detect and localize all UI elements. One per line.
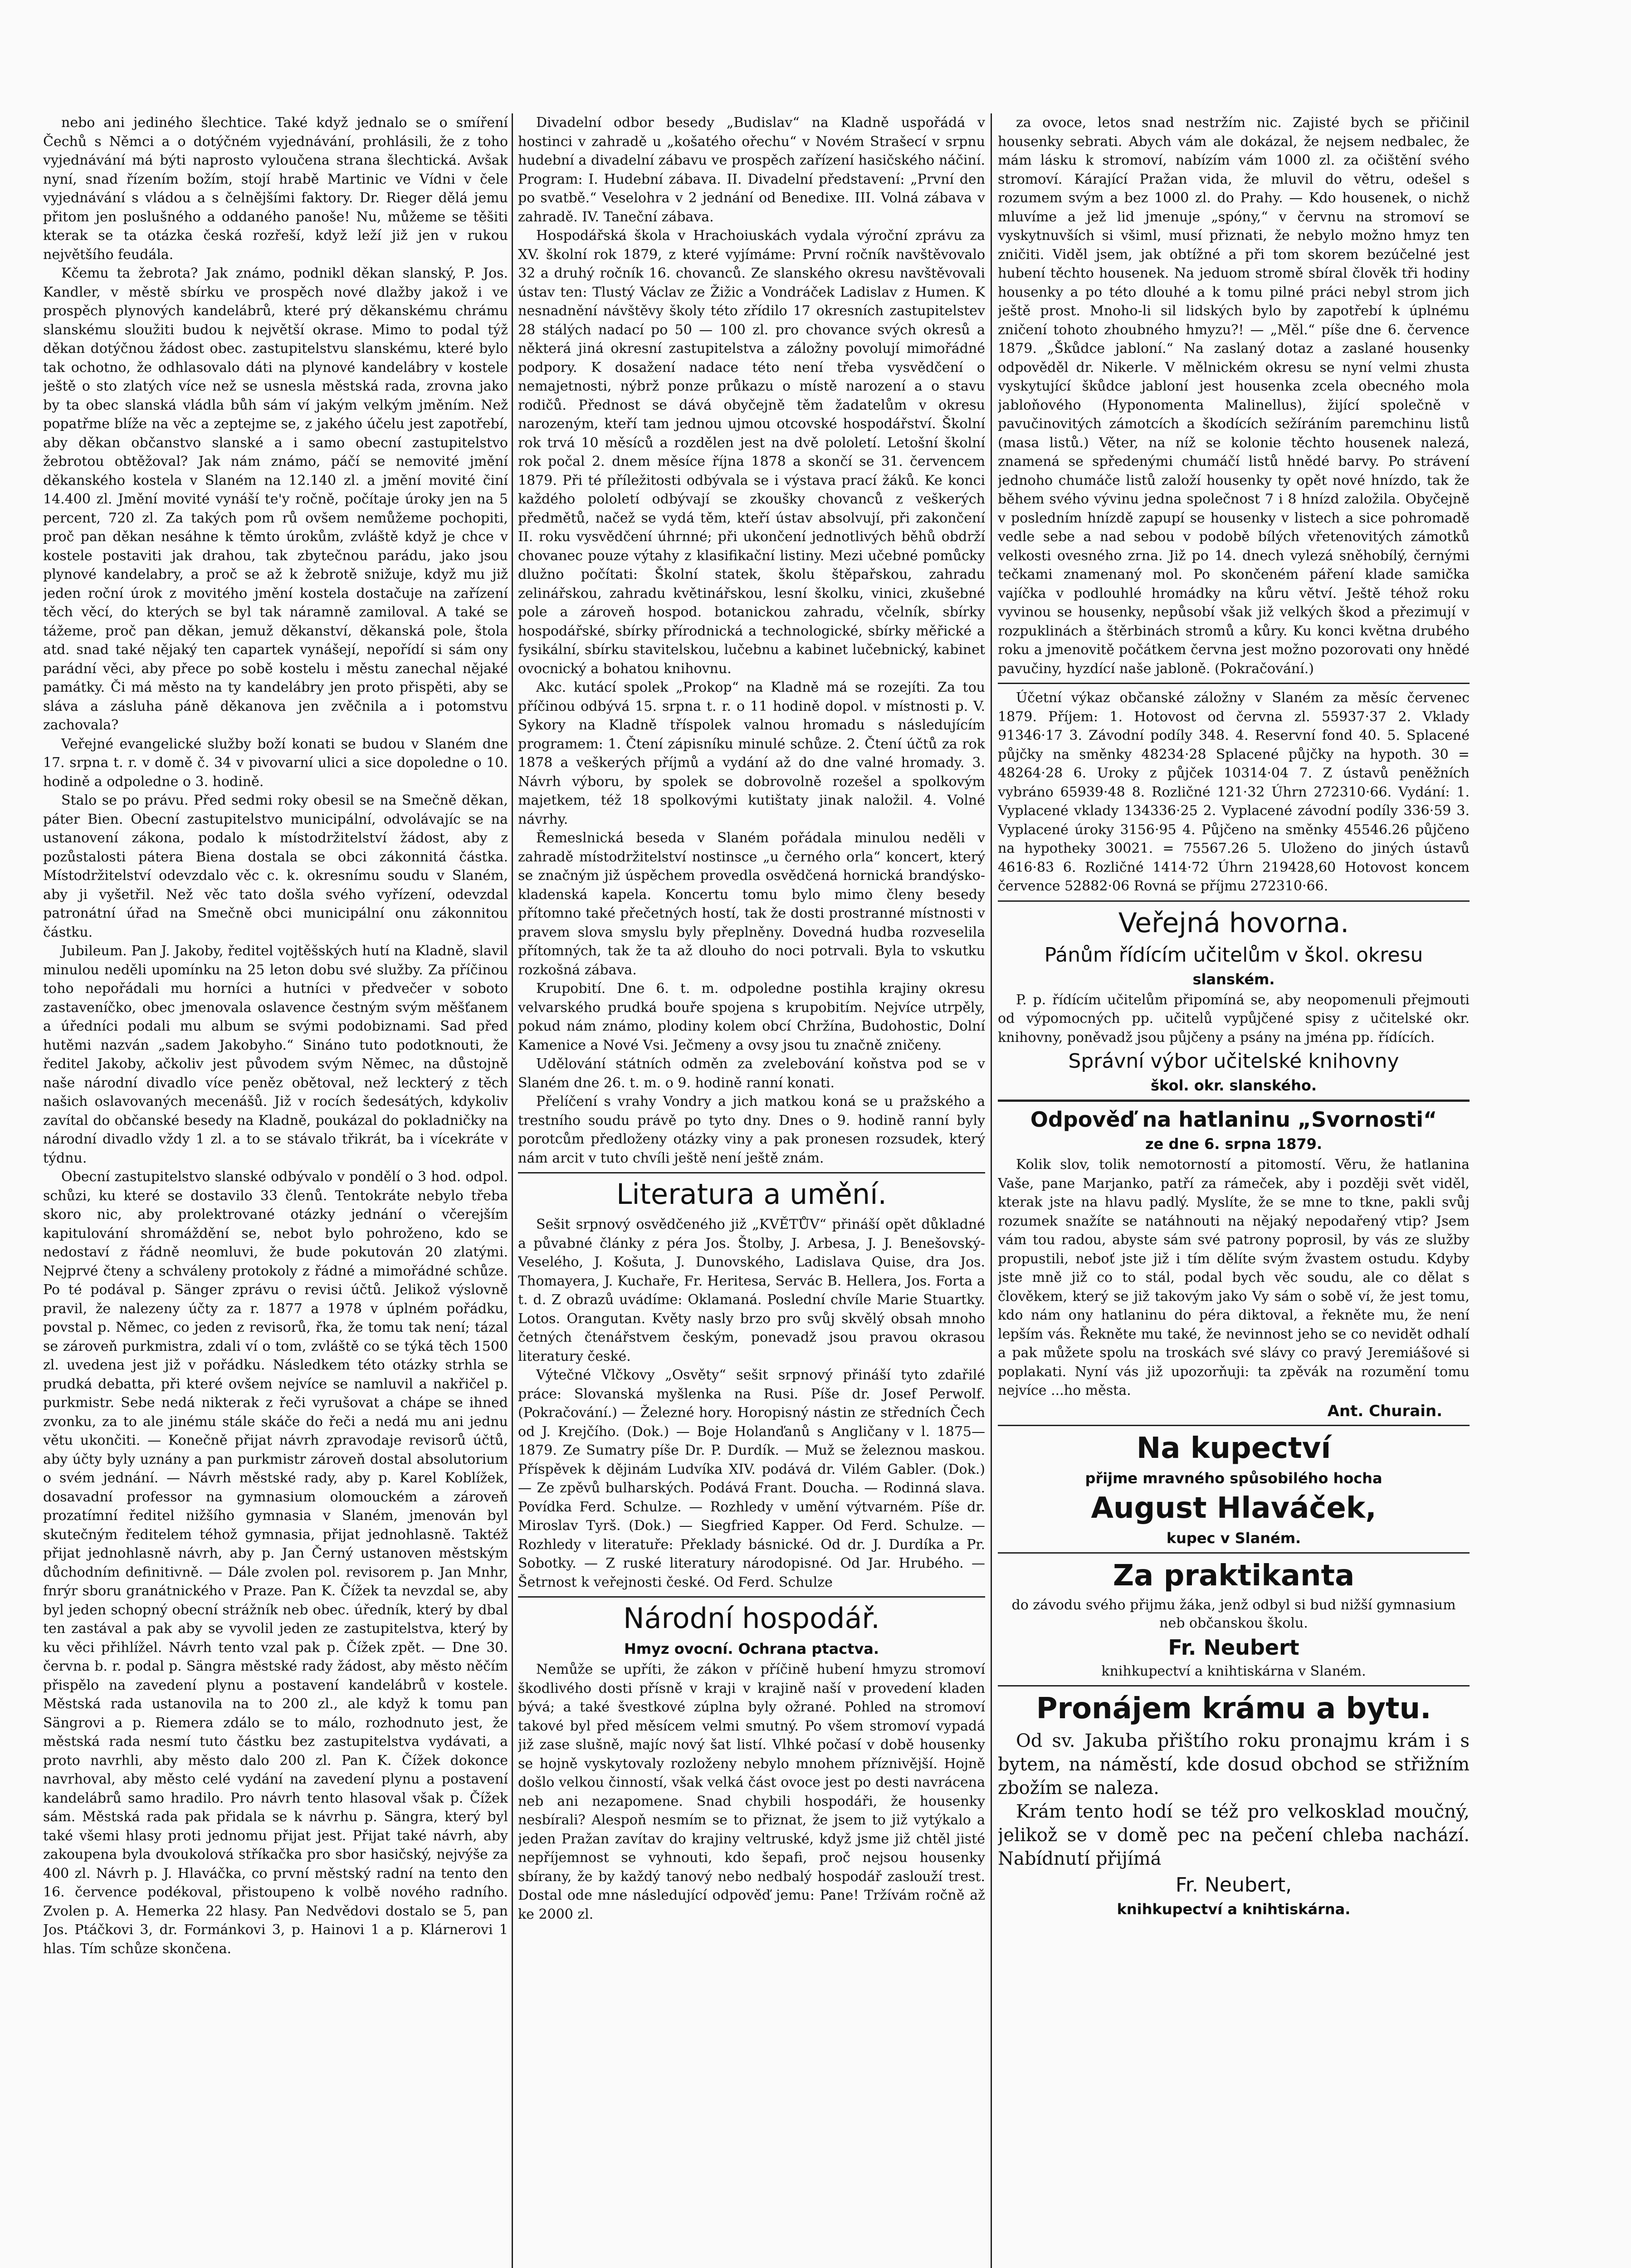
heading: škol. okr. slanského.	[1151, 1077, 1317, 1094]
heading: Za praktikanta	[1113, 1559, 1355, 1593]
column-2	[518, 113, 985, 2268]
divider	[518, 1596, 985, 1598]
article-paragraph: Řemeslnická beseda v Slaném pořádala minulou neděli v zahradě místodržitelství nostinsce „u černého orla“ koncert, který se značným již úspěchem provedla osvědčená hornická brandýsko-kladenská kapela. Koncertu tomu bylo mimo členy besedy přítomno také přečetných hostí, tak že dosti prostranné místnosti v pravem slova smyslu byly přeplněny. Dovedná hudba rozveselila přítomných, tak že ta až dlouho do noci potrvali. Byla to vskutku rozkošná zábava.	[518, 830, 985, 978]
article-paragraph: Sešit srpnový osvědčeného již „KVĚTŮV“ přináší opět důkladné a půvabné články z péra Jos. Štolby, J. Arbesa, J. J. Benešovský-Veselého, J. Košuta, J. Dunovského, Ladislava Quise, dra Jos. Thomayera, J. Kuchaře, Fr. Heritesa, Servác B. Hellera, Jos. Forta a t. d. Z obrazů uvádíme: Oklamaná. Poslední chvíle Marie Stuartky. Lotos. Orangutan. Květy nasly brzo pro svůj skvělý obsah mnoho četných čtenářstvem českým, ponevadž jsou pravou okrasou literatury české.	[518, 1217, 985, 1364]
heading: ze dne 6. srpna 1879.	[1145, 1135, 1323, 1153]
divider	[998, 900, 1470, 902]
article-paragraph: P. p. řídícím učitelům připomíná se, aby neopomenuli přejmouti od výpomocných pp. učitelů vypůjčené spisy z učitelské okr. knihovny, poněvadž jsou půjčeny a psány na jména pp. řídících.	[998, 992, 1470, 1046]
column-rule-1	[512, 113, 513, 2268]
column-rule-2	[991, 113, 992, 2268]
article-paragraph: nebo ani jediného šlechtice. Také když jednalo se o smíření Čechů s Němci a o dotýčném vyjednávání, prohlásili, že z toho vyjednávání má býti naprosto vyloučena strana šlechtická. Avšak nyní, snad řízením božím, stojí hrabě Martinic ve Vídni v čele vyjednávání s vládou a s čelnějšími faktory. Dr. Rieger dělá jemu přitom jen poslušného a oddaného panoše! Nu, můžeme se těšiti kterak se ta otázka česká rozřeší, když leží již jen v rukou největšího feudála.	[43, 115, 508, 263]
article-paragraph: Akc. kutácí spolek „Prokop“ na Kladně má se rozejíti. Za tou příčinou odbývá 15. srpna t. r. o 11 hodině dopol. v místnosti p. V. Sykory na Kladně tříspolek valnou hromadu s následujícím programem: 1. Čtení zápisníku minulé schůze. 2. Čtení účtů za rok 1878 a veškerých příjmů a vydání až do dne valné hromady. 3. Návrh výboru, by spolek se dobrovolně rozešel a spolkovým majetkem, též 18 spolkovými kutištaty jinak naložil. 4. Volné návrhy.	[518, 679, 985, 827]
heading: knihkupectví a knihtiskárna v Slaném.	[1101, 1663, 1366, 1679]
article-paragraph: Nemůže se upříti, že zákon v příčině hubení hmyzu stromoví škodlivého dosti přísně v kraji v krajině naší v provedení kladen bývá; a také švestkové zúplna byly ožrané. Pohled na stromoví takové byl před měsícem velmi smutný. Po všem stromoví vypadá již zase slušně, majíc nový šat listí. Vlhké počasí v době housenky se hojně vyskytovaly rozloženy nebylo mnohem příznivější. Hojně došlo velkou činností, však velká část ovoce jest po desti navrácena neb ani nezapomene. Snad chybili hospodáři, že housenky nesbírali? Alespoň nesmím se to přiznat, že jsem to již vytýkalo a jeden Pražan zavítav do krajiny veltruské, když jsme již chtěl jisté nepříjemnost se vyhnouti, kdo šepafi, proč nejsou housenky sbírany, že by každý tanový nebo nedbalý hospodář zaslouží trest. Dostal ode mne následující odpověď jemu: Pane! Tržívám ročně až ke 2000 zl.	[518, 1662, 985, 1922]
article-paragraph: Kčemu ta žebrota? Jak známo, podnikl děkan slanský, P. Jos. Kandler, v městě sbírku ve prospěch nové dlažby jakož i ve prospěch plynových kandelábrů, které prý děkanskému chrámu slanskému sloužiti budou k největší okrase. Mimo to podal týž děkan dotýčnou žádost obec. zastupitelstvu slanskému, které bylo tak ochotno, že odhlasovalo dáti na plynové kandelábry v kostele ještě o sto zlatých více než se usnesla městská rada, zrovna jako by ta obec slanská vládla bůh sám ví jakým velkým jměním. Než popatřme blíže na věc a zeptejme se, z jakého účelu jest zapotřebí, aby děkan občanstvo slanské a i samo obecní zastupitelstvo žebrotou obtěžoval? Jak nám známo, páčí se nemovité jmění děkanského kostela v Slaném na 12.140 zl. a jmění movité činí 14.400 zl. Jmění movité vynáší te'y ročně, počítaje úroky jen na 5 percent, 720 zl. Za takých pom rů ovšem nemůžeme pochopiti, proč pan děkan nesáhne k těmto úrokům, zvláště když je chce v kostele postaviti jak drahou, tak zbytečnou parádu, jako jsou plynové kandelabry, a proč se až k žebrotě snižuje, když mu již jeden roční úrok z movitého jmění kostela dostačuje na zařízení těch věcí, do kterých se byl tak náramně zamiloval. A také se tážeme, proč pan děkan, jemuž děkanství, děkanská pole, štola atd. snad také nějaký ten capartek vynášejí, nepořídí si sám ony parádní věci, aby přece po sobě kostelu i městu zanechal nějaké památky. Či má město na ty kandelábry jen proto přispěti, aby se sláva a zásluha páně děkanova jen zvěčnila a i potomstvu zachovala?	[43, 265, 508, 733]
column-3	[998, 113, 1470, 2268]
article-paragraph: Kolik slov, tolik nemotorností a pitomostí. Věru, že hatlanina Vaše, pane Marjanko, patří za rámeček, aby i později svět viděl, kterak jste na hlavu padlý. Myslíte, že se mne to tkne, pakli svůj rozumek snažíte se natáhnouti na nějaký nepodařený vtip? Jsem vám tou radou, abyste sám své patrony poprosil, by vás ze služby propustili, neboť jste již i tím dělíte svým žvastem ostudu. Kdyby jste mně již co to stál, podal bych věc soudu, ale co dělat s člověkem, který se již takovým jako Vy sám o sobě ví, že jest tomu, kdo nám ony hatlaninu do péra diktoval, a řekněte mu, že není lepším vás. Řekněte mu také, že nevinnost jeho se co nevidět odhalí a pak můžete spolu na troskách své slávy co pravý Jeremiášové si poplakati. Nyní vás již upozorňuji: ta zpěvák na rozumění tomu nejvíce ...ho města.	[998, 1157, 1470, 1398]
heading: Odpověď na hatlaninu „Svornosti“	[1030, 1107, 1437, 1132]
heading: August Hlaváček,	[1091, 1491, 1377, 1525]
divider	[998, 1425, 1470, 1426]
divider	[998, 1100, 1470, 1102]
article-paragraph: Jubileum. Pan J. Jakoby, ředitel vojtěšských hutí na Kladně, slavil minulou neděli upomínku na 25 leton dobu své služby. Za příčinou toho nepořádali mu horníci a hutníci v předvečer v soboto zastaveníčko, obec jmenovala oslavence čestným svým měšťanem a úředníci podali mu album se svými podobiznami. Sad před hutěmi nazván „sadem Jakobyho.“ Sináno tuto podotknouti, že ředitel Jakoby, ačkoliv jest původem svým Němec, na důstojně naše národní divadlo více peněz obětoval, než leckterý z těch našich oslavovaných mecenášů. Již v rocích šedesátých, kdykoliv zavítal do občanské besedy na Kladně, poukázal do pokladničky na národní divadlo vždy 1 zl. a to se stávalo třikrát, ba i vícekráte v týdnu.	[43, 943, 508, 1166]
article-paragraph: Stalo se po právu. Před sedmi roky obesil se na Smečně děkan, páter Bien. Obecní zastupitelstvo municipální, odvolávajíc se na ustanovení zákona, podalo k místodržitelství žádost, aby z pozůstalosti pátera Biena dostala se obci zákonnitá částka. Místodržitelství odevzdalo věc c. k. okresnímu soudu v Slaném, aby ji vyšetřil. Než věc tato došla svého vyřízení, odevzdal patronátní úřad na Smečně obci municipální onu zákonnitou částku.	[43, 792, 508, 940]
article-paragraph: Výtečné Vlčkovy „Osvěty“ sešit srpnový přináší tyto zdařilé práce: Slovanská myšlenka na Rusi. Píše dr. Josef Perwolf. (Pokračování.) — Železné hory. Horopisný nástin ze středních Čech od J. Krejčího. (Dok.) — Boje Holanďanů s Angličany v l. 1875—1879. Ze Sumatry píše Dr. P. Durdík. — Muž se železnou maskou. Příspěvek k dějinám Ludvíka XIV. podává dr. Vilém Gabler. (Dok.) — Ze zpěvů bulharských. Podává Frant. Doucha. — Rodinná slava. Povídka Ferd. Schulze. — Rozhledy v umění výtvarném. Píše dr. Miroslav Tyrš. (Dok.) — Siegfried Kapper. Od Ferd. Schulze. — Rozhledy v literatuře: Překlady básnické. Od dr. J. Durdíka a Pr. Sobotky. — Z ruské literatury národopisné. Od Jar. Hrubého. — Šetrnost k veřejnosti české. Od Ferd. Schulze	[518, 1367, 985, 1590]
heading: Literatura a umění.	[616, 1178, 887, 1211]
divider	[998, 683, 1470, 684]
heading: do závodu svého přijmu žáka, jenž odbyl si bud nižší gymnasium neb občanskou školu.	[1011, 1597, 1456, 1631]
article-paragraph: Přelíčení s vrahy Vondry a jich matkou koná se u pražského a trestního soudu právě po tyto dny. Dnes o 9. hodině ranní byly porotcům předloženy otázky viny a pak pronesen rozsudek, který nám arcit v tuto chvíli ještě není ještě znám.	[518, 1094, 985, 1166]
article-paragraph: Divadelní odbor besedy „Budislav“ na Kladně uspořádá v hostinci v zahradě u „košatého ořechu“ v Novém Strašecí v srpnu hudební a divadelní zábavu ve prospěch zařízení hasičského náčiní. Program: I. Hudební zábava. II. Divadelní představení: „První den po svatbě.“ Veselohra v 2 jednání od Benedixe. III. Volná zábava v zahradě. IV. Taneční zábava.	[518, 115, 985, 225]
heading: Pánům řídícím učitelům v škol. okresu	[1044, 943, 1423, 967]
divider	[998, 1685, 1470, 1686]
article-paragraph: Veřejné evangelické služby boží konati se budou v Slaném dne 17. srpna t. r. v domě č. 34 v pivovarní ulici a sice dopoledne o 10. hodině a odpoledne o 3. hodině.	[43, 736, 508, 790]
heading: Pronájem krámu a bytu.	[1036, 1691, 1431, 1725]
article-paragraph: Od sv. Jakuba přištího roku pronajmu krám i s bytem, na náměstí, kde dosud obchod se střižním zbožím se naleza.	[998, 1730, 1470, 1799]
article-paragraph: Udělování státních odměn za zvelebování koňstva pod se v Slaném dne 26. t. m. o 9. hodině ranní konati.	[518, 1056, 985, 1091]
article-paragraph: Krupobití. Dne 6. t. m. odpoledne postihla krajiny okresu velvarského prudká bouře spojena s krupobitím. Nejvíce utrpěly, pokud nám známo, plodiny kolem obcí Chržína, Budohostic, Dolní Kamenice a Nové Vsi. Ječmeny a ovsy jsou tu značně zničeny.	[518, 981, 985, 1053]
heading: Na kupectví	[1136, 1431, 1331, 1465]
heading: Národní hospodář.	[623, 1602, 880, 1635]
heading: knihkupectví a knihtiskárna.	[1117, 1900, 1351, 1918]
article-paragraph: Účetní výkaz občanské záložny v Slaném za měsíc červenec 1879. Příjem: 1. Hotovost od června zl. 55937·37 2. Vklady 91346·17 3. Závodní podíly 348. 4. Reservní fond 40. 5. Splacené půjčky na směnky 48234·28 Splacené půjčky na hypoth. 30 = 48264·28 6. Uroky z půjček 10314·04 7. Z ústavů peněžních vybráno 65939·48 8. Rozličné 121·32 Úhrn 272310·66. Vydání: 1. Vyplacené vklady 134336·25 2. Vyplacené závodní podíly 336·59 3. Vyplacené úroky 3156·95 4. Půjčeno na směnky 45546.26 půjčeno na hypotheky 30021. = 75567.26 5. Uloženo do jiných ústavů 4616·83 6. Rozličné 1414·72 Úhrn 219428,60 Hotovost koncem července 52882·06 Rovná se příjmu 272310·66.	[998, 690, 1470, 894]
heading: kupec v Slaném.	[1166, 1529, 1301, 1547]
heading: Správní výbor učitelské knihovny	[1068, 1050, 1399, 1073]
divider	[998, 1552, 1470, 1554]
article-paragraph: Hospodářská škola v Hrachoiuskách vydala výroční zprávu za XV. školní rok 1879, z které vyjímáme: První ročník navštěvovalo 32 a druhý ročník 16. chovanců. Ze slanského okresu navštěvovali ústav ten: Tlustý Václav ze Žižic a Vondráček Ladislav z Humen. K nesnadnění návštěvy školy této zřídilo 17 okresních zastupitelstev 28 stálých nadací po 50 — 100 zl. pro chovance svých okresů a některá jiná okresní zastupitelstva a záložny povolují mimořádné podpory. K dosažení nadace této není třeba vysvědčení o nemajetnosti, nýbrž ponze průkazu o místě narození a o stavu rodičů. Přednost se dává obyčejně těm žadatelům v okresu narozeným, kteří tam jednou ujmou otcovské hospodářství. Školní rok trvá 10 měsíců a rozdělen jest na dvě pololetí. Letošní školní rok počal 2. dnem měsíce října 1878 a skončí se 31. červencem 1879. Při té příležitosti odbývala se i výstava prací žáků. Ke konci každého pololetí odbývají se zkoušky chovanců z veškerých předmětů, načež se vydá těm, kteří ústav absolvují, při zakončení II. roku vysvědčení úhrnné; při ukončení jednotlivých běhů obdrží chovanec pouze výtahy z klasifikační listiny. Mezi učebné pomůcky dlužno počítati: Školní statek, školu štěpařskou, zahradu zelinářskou, zahradu květinářskou, lesní školku, vinici, zkušebné pole a zároveň hospod. botanickou zahradu, včelník, sbírky hospodářské, sbírky přírodnická a technologické, sbírky měřické a fysikální, sbírku stavitelskou, lučebnu a kabinet lučebnický, kabinet ovocnický a bohatou knihovnu.	[518, 228, 985, 677]
heading: Ant. Churain.	[1327, 1402, 1442, 1420]
heading: Fr. Neubert	[1168, 1635, 1299, 1660]
article-paragraph: Krám tento hodí se též pro velkosklad moučný, jelikož se v domě pec na pečení chleba nachází. Nabídnutí přijímá	[998, 1801, 1470, 1869]
divider	[518, 1172, 985, 1173]
heading: přijme mravného spůsobilého hocha	[1085, 1469, 1382, 1487]
column-1	[43, 113, 508, 2268]
heading: slanském.	[1192, 970, 1275, 988]
heading: Hmyz ovocní. Ochrana ptactva.	[624, 1640, 879, 1657]
heading: Veřejná hovorna.	[1118, 907, 1349, 939]
heading: Fr. Neubert,	[1175, 1873, 1292, 1897]
article-paragraph: za ovoce, letos snad nestržím nic. Zajisté bych se přičinil housenky sebrati. Abych vám ale dokázal, že nejsem nedbalec, že mám lásku k stromoví, nabízím vám 1000 zl. za očištění svého stromoví. Kárající Pražan vida, že mluvil do větru, odešel s rozumem svým a bez 1000 zl. do Prahy. — Kdo housenek, o nichž mluvíme a jež lid jmenuje „spóny,“ v červnu na stromoví se vyskytnuvších si všiml, musí přiznati, že nebylo možno hmyz ten zničiti. Viděl jsem, jak obtížné a při tom skorem bezúčelné jest hubení těchto housenek. Na jeduom stromě sbíral člověk tři hodiny housenky a po této dlouhé a k tomu pilné práci nebyl strom jich ještě prost. Mnoho-li sil lidských bylo by zapotřebí k úplnému zničení tohoto zhoubného hmyzu?! — „Měl.“ píše dne 6. července 1879. „Škůdce jabloní.“ Na zaslaný dotaz a zaslané housenky odpověděl dr. Nikerle. V mělnickém okresu se nyní velmi zhusta vyskytující škůdce jabloní jest housenka zcela obecného mola jabloňového (Hyponomenta Malinellus), žijící společně v pavučinovitých zámotcích a škodících sežíráním paremchinu listů (masa listů.) Věter, na níž se kolonie těchto housenek nalezá, znamená se spředenými chumáčí listů hnědé barvy. Po strávení jednoho chumáče listů založí housenky ty opět nové hnízdo, tak že během svého vývinu jedna společnost 7 i 8 hnízd založila. Obyčejně v posledním hnízdě zapupí se housenky v listech a sice pohromadě vedle sebe a nad sebou v podobě bílých vřetenovitých zámotků velkosti ovesného zrna. Již po 14. dnech vylezá sněhobílý, černými tečkami znamenaný mol. Po skončeném páření klade samička vajíčka v podlouhlé hromádky na kůru větví. Ještě téhož roku vyvinou se housenky, nepůsobí však již velkých škod a přezimují v rozpuklinách a štěrbinách stromů a kůry. Ku konci května drubého roku a jmenovitě počátkem června jest možno pozorovati ony hnědé pavučiny, hyzdící naše jabloně. (Pokračování.)	[998, 115, 1470, 677]
article-paragraph: Obecní zastupitelstvo slanské odbývalo v pondělí o 3 hod. odpol. schůzi, ku které se dostavilo 33 členů. Tentokráte nebylo třeba skoro nic, aby prolektrované otázky jednání o včerejším kapitulování shromáždění se, nebot bylo pohroženo, kdo se nedostaví z řádně neomluvi, že bude pokutován 20 zlatými. Nejprvé čteny a schváleny protokoly z řádné a mimořádné schůze. Po té podával p. Sänger zprávu o revisi účtů. Jelikož výslovně pravil, že nalezeny účty za r. 1877 a 1978 v úplném pořádku, povstal p. Němec, co jeden z revisorů, řka, že tomu tak není; tázal se zároveň purkmistra, zdali ví o tom, zvláště co se týká těch 1500 zl. uvedena jest již v pořádku. Následkem této otázky strhla se prudká debatta, při které ovšem nejvíce se namluvil a nakřičel p. purkmistr. Sebe nedá nikterak z řeči vyrušovat a chápe se ihned zvonku, za to ale jinému stále skáče do řeči a nedá mu ani jednu větu ukončiti. — Konečně přijat návrh zpravodaje revisorů účtů, aby účty byly uznány a pan purkmistr zároveň dostal absolutorium o svém jednání. — Návrh městské rady, aby p. Karel Koblížek, dosavadní professor na gymnasium olomouckém a zároveň prozatímní ředitel nižšího gymnasia v Slaném, jmenován byl skutečným ředitelem téhož gymnasia, přijat jednohlasně. Taktéž přijat jednohlasně návrh, aby p. Jan Černý ustanoven městským důchodním definitivně. — Dále zvolen pol. revisorem p. Jan Mnhr, fnrýr sboru granátnického v Praze. Pan K. Čížek ta nevzdal se, aby byl jeden schopný obecní strážník neb obec. úředník, který by dbal ten zastával a pak aby se vyvolil jeden ze zastupitelstva, který by ku věci přihlížel. Návrh tento vzal pak p. Čížek zpět. — Dne 30. června b. r. podal p. Sängra městské rady žádost, aby město něčím přispělo na zavedení plynu a postavení kandelábrů v kostele. Městská rada ustanovila na to 200 zl., ale když k tomu pan Sängrovi a p. Riemera zdálo se to málo, rozhodnuto jest, že městská rada nesmí tuto částku bez zastupitelstva vydávati, a proto navrhli, aby město dalo 200 zl. Pan K. Čížek dokonce navrhoval, aby město celé vydání na zavedení plynu a postavení kandelábrů samo hradilo. Pro návrh tento hlasoval však p. Čížek sám. Městská rada pak přidala se k návrhu p. Sängra, který byl také všemi hlasy proti jednomu přijat jest. Přijat také návrh, aby zakoupena byla dvoukolová stříkačka pro sbor hasičský, nejvýše za 400 zl. Návrh p. J. Hlaváčka, co první městský radní na tento den 16. července podékoval, přistoupeno k volbě nového radního. Zvolen p. A. Hemerka 22 hlasy. Pan Nedvědovi dostalo se 5, pan Jos. Ptáčkovi 3, dr. Formánkovi 3, p. Hainovi 1 a p. Klárnerovi 1 hlas. Tím schůze skončena.	[43, 1169, 508, 1957]
